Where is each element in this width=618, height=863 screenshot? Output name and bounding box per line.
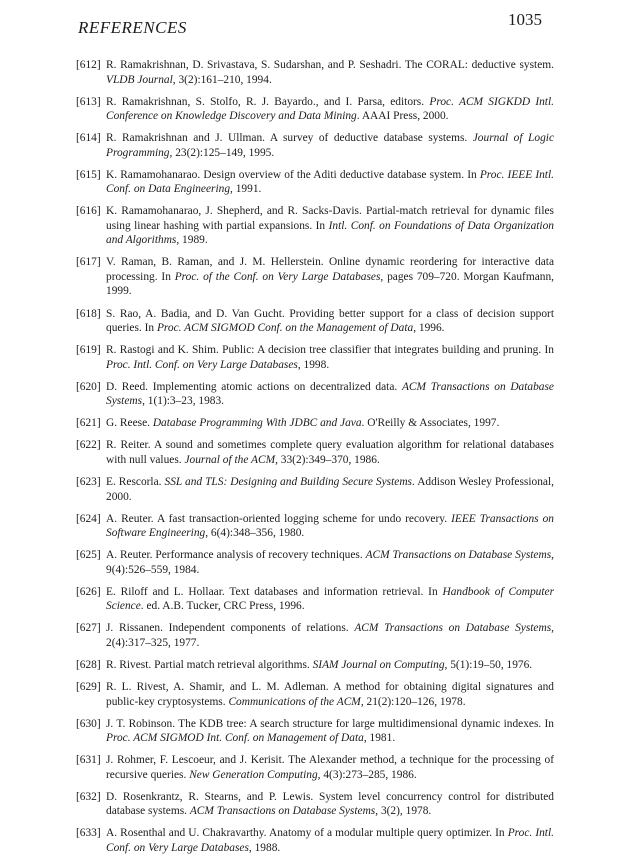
- reference-segment: R. L. Rivest, A. Shamir, and L. M. Adleman. A method for obtaining digital signatures and public-key cryptosystems.: [106, 681, 554, 708]
- reference-number: [613]: [76, 95, 101, 108]
- reference-segment: , 3(2):161–210, 1994.: [172, 73, 272, 86]
- reference-segment: A. Rosenthal and U. Chakravarthy. Anatomy of a modular multiple query optimizer. In: [106, 827, 508, 840]
- reference-segment: K. Ramamohanarao. Design overview of the Aditi deductive database system. In: [106, 168, 480, 181]
- reference-number: [629]: [76, 681, 101, 694]
- reference-text: [106, 307, 554, 336]
- reference-entry: [76, 204, 554, 248]
- reference-number: [630]: [76, 717, 101, 730]
- reference-entry: [76, 380, 554, 409]
- reference-entry: [76, 168, 554, 197]
- reference-entry: [76, 548, 554, 577]
- reference-text: [106, 168, 554, 197]
- reference-segment: , 3(2), 1978.: [375, 805, 432, 818]
- reference-number: [627]: [76, 622, 101, 635]
- reference-entry: [76, 790, 554, 819]
- reference-text: [106, 58, 554, 87]
- reference-venue: Proc. IEEE Intl. Conf. on Data Engineering: [106, 168, 554, 196]
- reference-segment: . ed. A.B. Tucker, CRC Press, 1996.: [140, 600, 305, 613]
- reference-segment: J. Rohmer, F. Lescoeur, and J. Kerisit. The Alexander method, a technique for the processing of recursive queries.: [106, 754, 554, 781]
- reference-venue: ACM Transactions on Database Systems: [354, 622, 552, 635]
- reference-entry: [76, 58, 554, 87]
- reference-segment: E. Riloff and L. Hollaar. Text databases and information retrieval. In: [106, 585, 443, 598]
- reference-number: [619]: [76, 344, 101, 357]
- reference-entry: [76, 343, 554, 372]
- reference-text: [106, 680, 554, 709]
- reference-venue: SSL and TLS: Designing and Building Secure Systems: [164, 476, 412, 489]
- reference-text: [106, 512, 554, 541]
- reference-segment: , 1(1):3–23, 1983.: [142, 395, 225, 408]
- reference-entry: [76, 658, 554, 673]
- reference-venue: Proc. Intl. Conf. on Very Large Databases: [106, 358, 298, 371]
- reference-number: [622]: [76, 439, 101, 452]
- reference-segment: , 4(3):273–285, 1986.: [317, 768, 417, 781]
- reference-segment: G. Reese.: [106, 417, 153, 430]
- reference-entry: [76, 680, 554, 709]
- reference-segment: , 33(2):349–370, 1986.: [275, 453, 380, 466]
- reference-number: [626]: [76, 585, 101, 598]
- reference-segment: , 1991.: [230, 183, 262, 196]
- reference-entry: [76, 512, 554, 541]
- reference-segment: R. Rastogi and K. Shim. Public: A decision tree classifier that integrates building and pruning. In: [106, 344, 554, 357]
- reference-venue: Journal of the ACM: [184, 453, 276, 466]
- reference-venue: Communications of the ACM: [228, 695, 361, 708]
- reference-text: [106, 621, 554, 650]
- reference-segment: R. Ramakrishnan, D. Srivastava, S. Sudarshan, and P. Seshadri. The CORAL: deductive system.: [106, 59, 554, 71]
- reference-text: [106, 95, 554, 124]
- reference-venue: ACM Transactions on Database Systems: [365, 549, 552, 562]
- reference-text: [106, 658, 554, 673]
- reference-number: [620]: [76, 380, 101, 393]
- reference-segment: K. Ramamohanarao, J. Shepherd, and R. Sacks-Davis. Partial-match retrieval for dynamic files using linear hashing with partial expansions. In: [106, 205, 554, 232]
- reference-segment: D. Reed. Implementing atomic actions on decentralized data.: [106, 380, 402, 393]
- reference-venue: Journal of Logic Programming: [106, 132, 554, 159]
- running-head: REFERENCES: [78, 18, 187, 37]
- reference-number: [621]: [76, 417, 101, 430]
- reference-text: [106, 438, 554, 467]
- reference-number: [623]: [76, 476, 101, 489]
- reference-segment: A. Reuter. Performance analysis of recovery techniques.: [106, 549, 366, 562]
- reference-entry: [76, 475, 554, 504]
- reference-entry: [76, 131, 554, 160]
- reference-segment: , 23(2):125–149, 1995.: [169, 146, 275, 159]
- reference-segment: A. Reuter. A fast transaction-oriented logging scheme for undo recovery.: [106, 512, 452, 525]
- reference-segment: V. Raman, B. Raman, and J. M. Hellerstein. Online dynamic reordering for interactive data processing. In: [106, 256, 554, 283]
- reference-text: [106, 717, 554, 746]
- reference-entry: [76, 753, 554, 782]
- reference-text: [106, 343, 554, 372]
- reference-text: [106, 416, 554, 431]
- reference-segment: R. Rivest. Partial match retrieval algorithms.: [106, 659, 313, 671]
- reference-segment: R. Ramakrishnan, S. Stolfo, R. J. Bayardo., and I. Parsa, editors.: [106, 95, 430, 108]
- reference-text: [106, 753, 554, 782]
- reference-number: [632]: [76, 790, 101, 803]
- reference-segment: , 1998.: [297, 358, 330, 371]
- reference-venue: Intl. Conf. on Foundations of Data Organization and Algorithms: [106, 219, 554, 247]
- page-number: 1035: [508, 10, 542, 29]
- reference-entry: [76, 95, 554, 124]
- reference-segment: . AAAI Press, 2000.: [356, 110, 449, 123]
- reference-number: [628]: [76, 659, 101, 671]
- reference-number: [633]: [76, 827, 101, 840]
- reference-segment: , 1981.: [363, 732, 396, 745]
- reference-number: [615]: [76, 168, 101, 181]
- reference-venue: Proc. ACM SIGKDD Intl. Conference on Knowledge Discovery and Data Mining: [106, 95, 554, 123]
- reference-segment: , 9(4):526–559, 1984.: [106, 549, 554, 576]
- reference-segment: , 1996.: [413, 322, 445, 335]
- reference-text: [106, 548, 554, 577]
- reference-entry: [76, 585, 554, 614]
- reference-entry: [76, 826, 554, 855]
- reference-venue: IEEE Transactions on Software Engineering: [106, 512, 554, 540]
- reference-venue: VLDB Journal: [106, 73, 173, 86]
- reference-venue: Database Programming With JDBC and Java: [152, 417, 362, 430]
- reference-segment: , 2(4):317–325, 1977.: [106, 622, 554, 649]
- reference-entry: [76, 621, 554, 650]
- reference-segment: R. Reiter. A sound and sometimes complete query evaluation algorithm for relational databases with null values.: [106, 439, 554, 466]
- reference-venue: SIAM Journal on Computing: [312, 659, 445, 671]
- reference-number: [612]: [76, 59, 101, 71]
- reference-number: [625]: [76, 549, 101, 562]
- reference-entry: [76, 416, 554, 431]
- reference-segment: D. Rosenkrantz, R. Stearns, and P. Lewis. System level concurrency control for distributed database systems.: [106, 790, 554, 818]
- reference-venue: ACM Transactions on Database Systems: [189, 805, 376, 818]
- reference-number: [624]: [76, 512, 101, 525]
- reference-entry: [76, 438, 554, 467]
- reference-text: [106, 585, 554, 614]
- reference-text: [106, 131, 554, 160]
- reference-text: [106, 475, 554, 504]
- reference-text: [106, 204, 554, 248]
- reference-segment: , 6(4):348–356, 1980.: [205, 527, 305, 540]
- reference-number: [616]: [76, 205, 101, 218]
- reference-venue: ACM Transactions on Database Systems: [106, 380, 554, 408]
- reference-number: [631]: [76, 754, 101, 767]
- reference-list: [76, 58, 554, 863]
- reference-number: [614]: [76, 132, 101, 145]
- reference-segment: J. Rissanen. Independent components of relations.: [106, 622, 355, 635]
- reference-segment: . O'Reilly & Associates, 1997.: [361, 417, 500, 430]
- reference-venue: New Generation Computing: [189, 768, 318, 781]
- reference-segment: J. T. Robinson. The KDB tree: A search structure for large multidimensional dynamic indexes. In: [106, 717, 554, 730]
- reference-segment: R. Ramakrishnan and J. Ullman. A survey of deductive database systems.: [106, 132, 473, 145]
- reference-segment: E. Rescorla.: [106, 476, 165, 489]
- reference-number: [617]: [76, 256, 101, 269]
- reference-venue: Handbook of Computer Science: [106, 585, 555, 613]
- reference-number: [618]: [76, 307, 101, 320]
- reference-entry: [76, 717, 554, 746]
- reference-entry: [76, 307, 554, 336]
- reference-entry: [76, 255, 554, 299]
- reference-segment: , 1988.: [248, 841, 281, 854]
- reference-text: [106, 826, 554, 855]
- reference-segment: . Addison Wesley Professional, 2000.: [106, 476, 554, 503]
- reference-venue: Proc. ACM SIGMOD Conf. on the Management of Data: [156, 322, 414, 335]
- reference-segment: , pages 709–720. Morgan Kaufmann, 1999.: [106, 270, 554, 298]
- reference-segment: , 5(1):19–50, 1976.: [444, 659, 533, 671]
- reference-text: [106, 790, 554, 819]
- reference-venue: Proc. of the Conf. on Very Large Databases: [174, 270, 381, 283]
- reference-venue: Proc. Intl. Conf. on Very Large Databases: [106, 827, 554, 854]
- reference-text: [106, 380, 554, 409]
- reference-segment: , 21(2):120–126, 1978.: [360, 695, 466, 708]
- reference-venue: Proc. ACM SIGMOD Int. Conf. on Management of Data: [106, 732, 364, 745]
- reference-segment: S. Rao, A. Badia, and D. Van Gucht. Providing better support for a class of decision support queries. In: [106, 307, 554, 335]
- reference-text: [106, 255, 554, 299]
- reference-segment: , 1989.: [176, 234, 208, 247]
